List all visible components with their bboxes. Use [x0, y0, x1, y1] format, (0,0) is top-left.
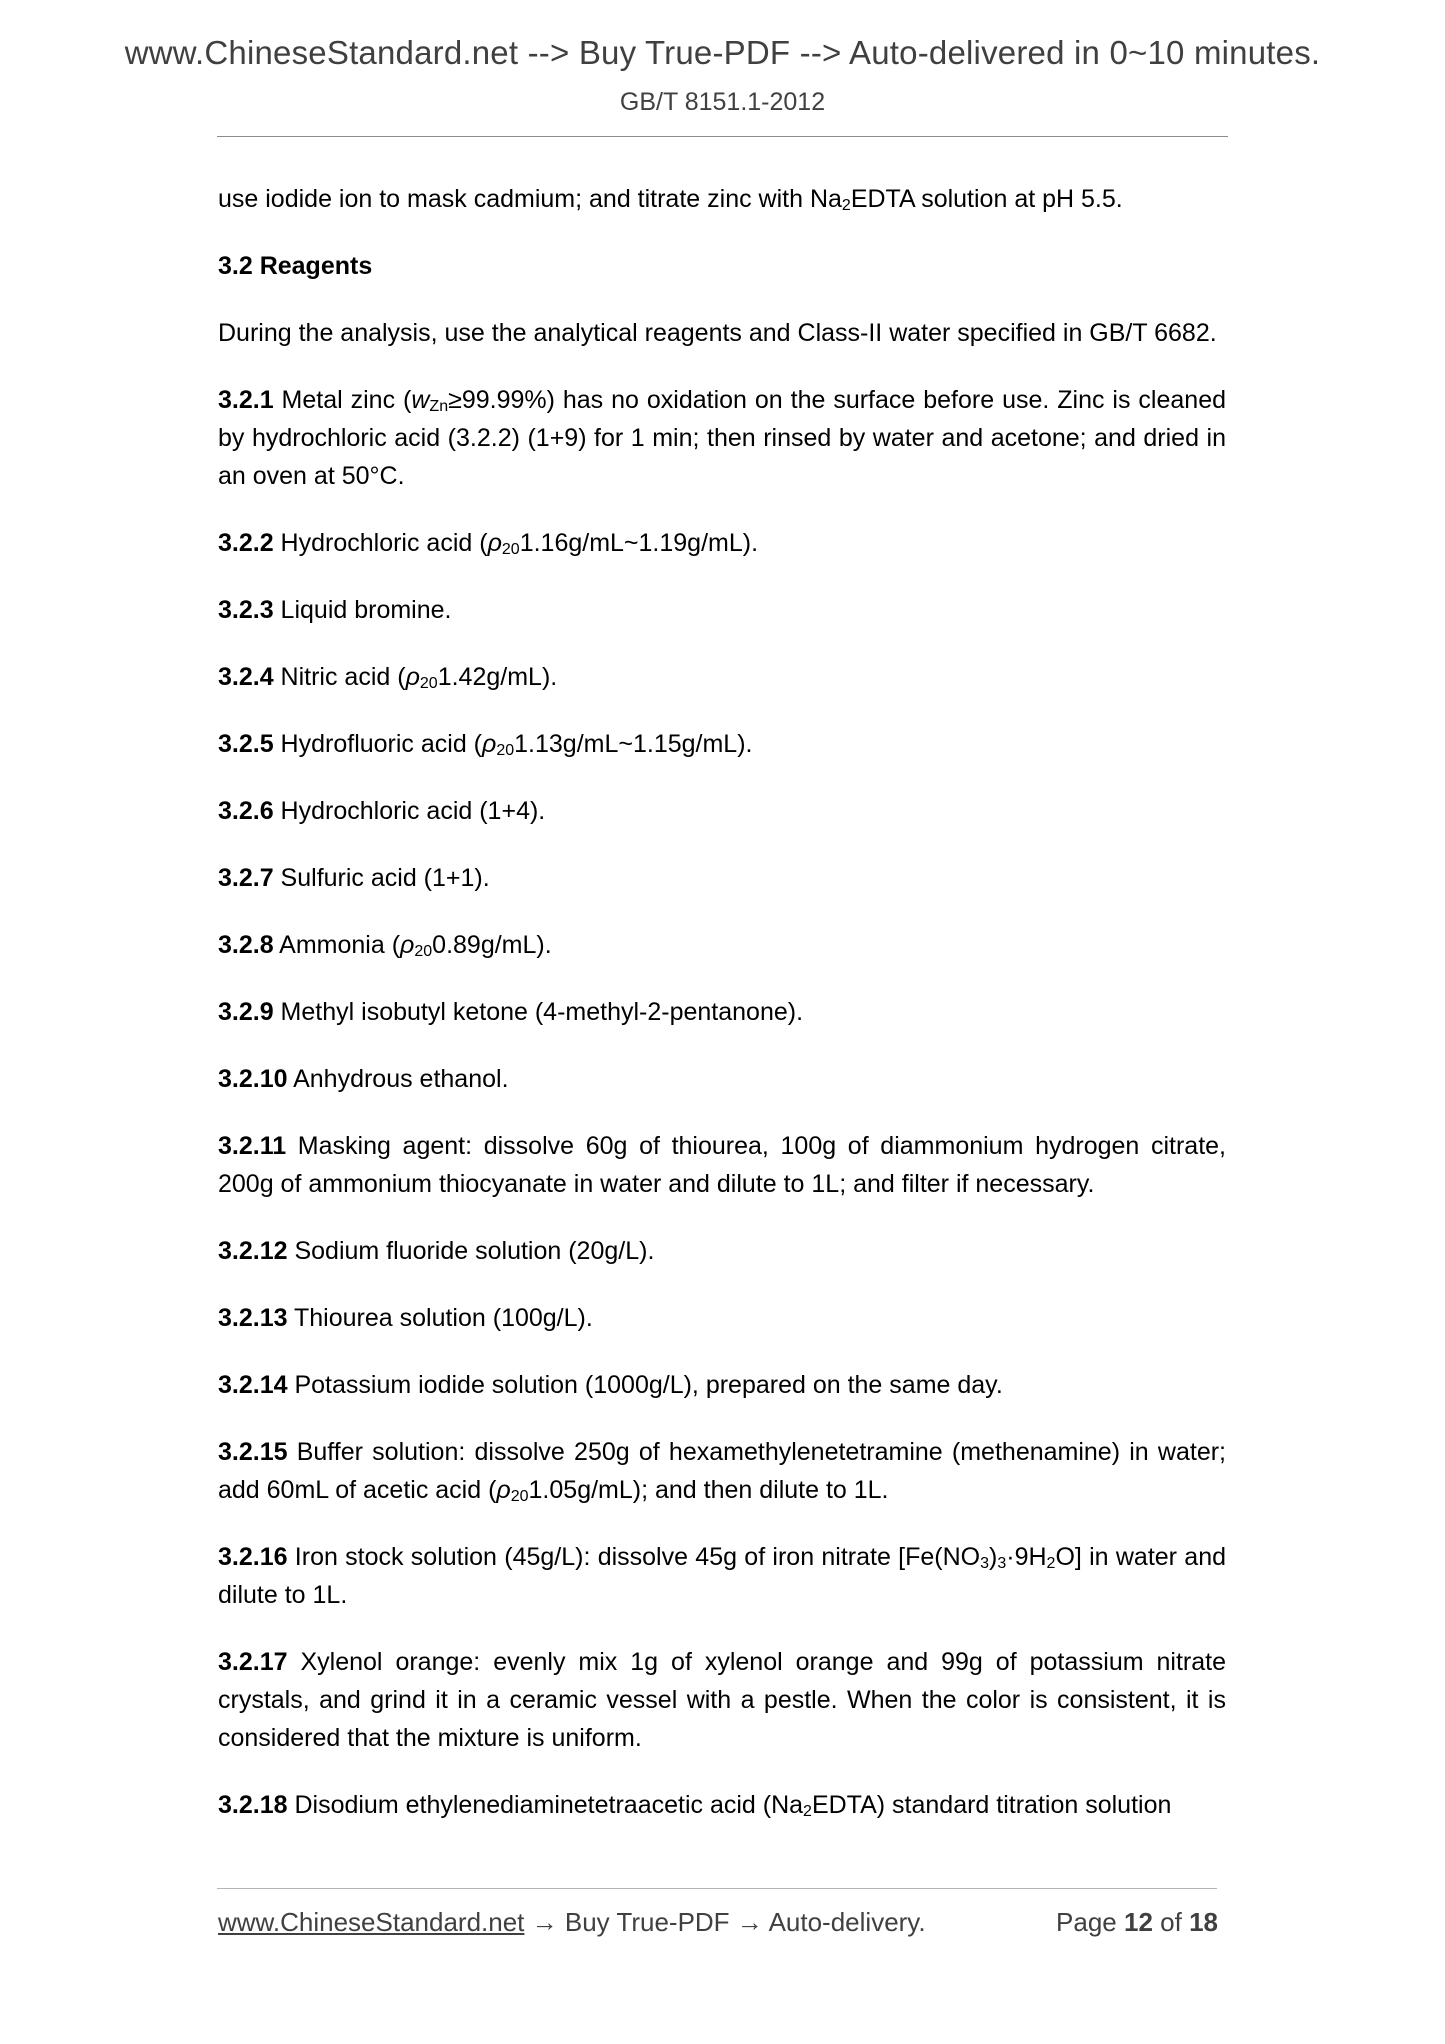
- site-banner[interactable]: www.ChineseStandard.net --> Buy True-PDF --> Auto-delivered in 0~10 minutes.: [124, 34, 1321, 71]
- page-indicator: Page 12 of 18: [1056, 1907, 1218, 1937]
- reagent-item-3-2-18: 3.2.18 Disodium ethylenediaminetetraacetic acid $(Na_2EDTA)$ standard titration solution: [218, 1791, 1172, 1820]
- reagent-item-3-2-4: 3.2.4 Nitric acid $(\rho_{20}1.42g/mL)$.: [218, 663, 558, 692]
- document-body: [218, 180, 1226, 1853]
- footer-site-link[interactable]: www.ChineseStandard.net: [218, 1907, 525, 1937]
- standard-code: GB/T 8151.1-2012: [619, 88, 826, 116]
- reagent-item-3-2-9: 3.2.9 Methyl isobutyl ketone (4-methyl-2-pentanone).: [218, 998, 804, 1026]
- reagent-item-3-2-14: 3.2.14 Potassium iodide solution (1000g/L), prepared on the same day.: [218, 1371, 1003, 1399]
- reagent-item-3-2-12: 3.2.12 Sodium fluoride solution (20g/L).: [218, 1237, 655, 1265]
- reagent-item-3-2-8: 3.2.8 Ammonia $(\rho_{20}0.89g/mL)$.: [218, 931, 552, 960]
- footer-tagline: → Buy True-PDF → Auto-delivery.: [524, 1907, 926, 1937]
- total-page-count: 18: [1189, 1907, 1218, 1937]
- reagent-item-3-2-6: 3.2.6 Hydrochloric acid (1+4).: [218, 797, 546, 825]
- current-page-number: 12: [1124, 1907, 1153, 1937]
- section-heading: 3.2 Reagents: [218, 252, 373, 280]
- reagent-item-3-2-15: 3.2.15 Buffer solution: dissolve 250g of hexamethylenetetramine (methenamine) in water; add 60mL of acetic acid $(\rho_{20}1.05g/mL)$; and then dilute to 1L.: [218, 1438, 1226, 1505]
- reagent-item-3-2-17: 3.2.17 Xylenol orange: evenly mix 1g of xylenol orange and 99g of potassium nitrate crystals, and grind it in a ceramic vessel with a pestle. When the color is consistent, it is considered that the mixture is uniform.: [218, 1648, 1226, 1752]
- reagent-item-3-2-10: 3.2.10 Anhydrous ethanol.: [218, 1065, 509, 1093]
- reagent-item-3-2-16: 3.2.16 Iron stock solution (45g/L): dissolve 45g of iron nitrate $[Fe(NO_3)_3\cdot 9H_2O]$ in water and dilute to 1L.: [218, 1543, 1226, 1609]
- reagent-item-3-2-5: 3.2.5 Hydrofluoric acid $(\rho_{20}1.13g/mL\sim 1.15g/mL)$.: [218, 730, 753, 759]
- reagent-item-3-2-2: 3.2.2 Hydrochloric acid $(\rho_{20}1.16g/mL\sim 1.19g/mL)$.: [218, 529, 759, 558]
- footer-divider: [217, 1888, 1217, 1889]
- reagent-item-3-2-3: 3.2.3 Liquid bromine.: [218, 596, 452, 624]
- reagent-item-3-2-7: 3.2.7 Sulfuric acid (1+1).: [218, 864, 490, 892]
- reagent-item-3-2-13: 3.2.13 Thiourea solution (100g/L).: [218, 1304, 593, 1332]
- page-footer: [218, 1907, 1218, 1938]
- reagent-item-3-2-11: 3.2.11 Masking agent: dissolve 60g of thiourea, 100g of diammonium hydrogen citrate, 200g of ammonium thiocyanate in water and dilute to 1L; and filter if necessary.: [218, 1132, 1226, 1198]
- reagent-item-3-2-1: 3.2.1 Metal zinc $(w_{Zn}\ge 99.99\%)$ has no oxidation on the surface before use. Zinc is cleaned by hydrochloric acid (3.2.2) (1+9) for 1 min; then rinsed by water and acetone; and dried in an oven at 50°C.: [218, 386, 1227, 490]
- section-intro: During the analysis, use the analytical reagents and Class-II water specified in GB/T 6682.: [218, 319, 1217, 347]
- intro-line: use iodide ion to mask cadmium; and titrate zinc with $Na_2EDTA$ solution at pH 5.5.: [218, 185, 1123, 214]
- header-divider: [217, 136, 1228, 137]
